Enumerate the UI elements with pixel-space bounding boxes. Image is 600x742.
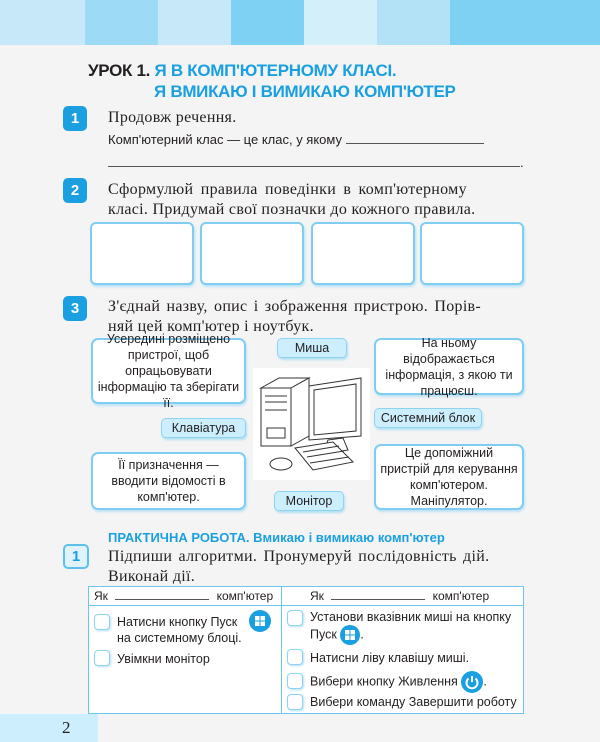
algorithm-table [88, 586, 524, 714]
task-number: 1 [63, 544, 89, 569]
header-how: Як [310, 589, 324, 603]
step-checkbox[interactable] [94, 614, 110, 630]
title-line-2: Я ВМИКАЮ І ВИМИКАЮ КОМП'ЮТЕР [154, 82, 456, 101]
step-checkbox[interactable] [287, 694, 303, 710]
header-how: Як [94, 589, 108, 603]
page-title [88, 60, 456, 102]
header-object: комп'ютер [216, 589, 274, 603]
header-object: комп'ютер [432, 589, 490, 603]
rule-box[interactable] [420, 222, 524, 285]
algorithm-name-input[interactable] [331, 588, 425, 600]
description-card[interactable]: На ньому відображається інформація, з якою ти працюєш. [374, 338, 524, 395]
right-header [282, 587, 523, 606]
banner-block [304, 0, 377, 45]
step-item [117, 614, 247, 646]
description-card[interactable]: Усередині розміщено пристрої, щоб опрацьовувати інформацію та зберігати її. [91, 338, 246, 404]
power-icon [461, 671, 483, 693]
left-header [89, 587, 281, 606]
step-checkbox[interactable] [287, 673, 303, 689]
practical-text-line: Підпиши алгоритми. Пронумеруй послідовність дій. [108, 548, 490, 565]
device-label-system-unit[interactable]: Системний блок [374, 408, 482, 428]
task-number: 2 [63, 178, 87, 203]
banner-block [231, 0, 304, 45]
step-checkbox[interactable] [287, 610, 303, 626]
step-item: Вибери кнопку Живлення . [310, 671, 487, 693]
windows-start-icon [340, 625, 360, 645]
banner-block [377, 0, 450, 45]
step-text: Установи вказівник миші на кнопку Пуск [310, 610, 512, 642]
task-number: 1 [63, 106, 87, 131]
task3-text-line: няй цей комп'ютер і ноутбук. [108, 318, 314, 335]
period: . [520, 155, 524, 170]
page-number: 2 [62, 718, 71, 737]
answer-line[interactable] [346, 132, 484, 144]
rule-box[interactable] [311, 222, 415, 285]
windows-start-icon [249, 610, 271, 632]
computer-illustration [253, 368, 370, 480]
title-line-1: Я В КОМП'ЮТЕРНОМУ КЛАСІ. [154, 61, 397, 80]
rule-box[interactable] [90, 222, 194, 285]
banner-block [0, 0, 85, 45]
step-text: Натисни кнопку Пуск на системному блоці. [117, 615, 242, 645]
description-card[interactable]: Це допоміжний пристрій для керування комп'ютером. Маніпулятор. [374, 444, 524, 510]
step-checkbox[interactable] [94, 650, 110, 666]
device-label-monitor[interactable]: Монітор [274, 491, 344, 511]
task3-text-line: З'єднай назву, опис і зображення пристрою. Порів- [108, 298, 482, 315]
step-item: Установи вказівник миші на кнопку Пуск . [310, 609, 522, 645]
task-number: 3 [63, 296, 87, 321]
algorithm-name-input[interactable] [115, 588, 209, 600]
banner-block [450, 0, 600, 45]
answer-line[interactable] [108, 155, 520, 167]
step-item: Натисни ліву клавішу миші. [310, 651, 470, 665]
description-card[interactable]: Її призначення — вводити відомості в комп'ютер. [91, 452, 246, 510]
task2-text-line: класі. Придумай свої позначки до кожного правила. [108, 201, 476, 218]
device-label-keyboard[interactable]: Клавіатура [161, 418, 246, 438]
practical-heading: ПРАКТИЧНА РОБОТА. Вмикаю і вимикаю комп'ютер [108, 530, 445, 545]
step-item: Вибери команду Завершити роботу [310, 695, 517, 709]
task2-text-line: Сформулюй правила поведінки в комп'ютерному [108, 181, 467, 198]
device-label-mouse[interactable]: Миша [277, 338, 347, 358]
step-text: Вибери кнопку Живлення [310, 674, 458, 689]
step-checkbox[interactable] [287, 649, 303, 665]
rule-box[interactable] [200, 222, 304, 285]
banner-block [85, 0, 158, 45]
task1-sentence: Комп'ютерний клас — це клас, у якому [108, 132, 342, 147]
banner-block [158, 0, 231, 45]
lesson-number: УРОК 1. [88, 61, 151, 80]
task1-text: Продовж речення. [108, 109, 237, 126]
page-number-tab [0, 714, 98, 742]
step-item: Увімкни монітор [117, 652, 210, 666]
practical-text-line: Виконай дії. [108, 568, 196, 585]
